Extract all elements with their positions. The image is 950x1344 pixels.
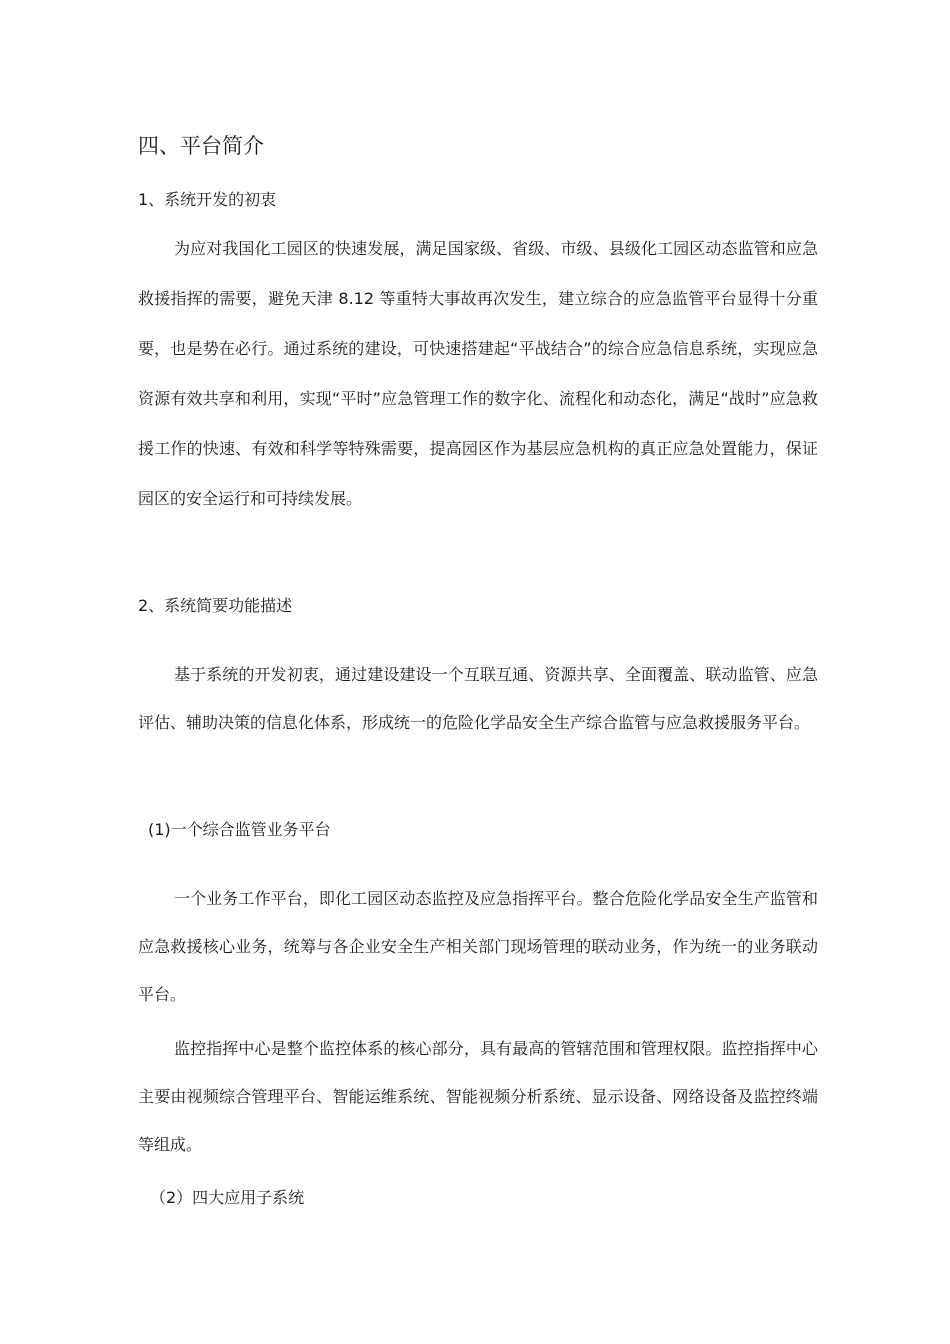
section-2-heading: 2、系统简要功能描述 (138, 596, 293, 615)
item-1-paragraph-2: 监控指挥中心是整个监控体系的核心部分，具有最高的管辖范围和管理权限。监控指挥中心主要由视频综合管理平台、智能运维系统、智能视频分析系统、显示设备、网络设备及监控终端等组成。 (138, 1039, 818, 1154)
item-1-heading: (1)一个综合监管业务平台 (148, 820, 331, 839)
item-2-heading: （2）四大应用子系统 (150, 1188, 305, 1207)
section-1-heading: 1、系统开发的初衷 (138, 190, 277, 209)
section-title: 四、平台简介 (138, 134, 264, 158)
section-1-paragraph: 为应对我国化工园区的快速发展，满足国家级、省级、市级、县级化工园区动态监管和应急救援指挥的需要，避免天津 8.12 等重特大事故再次发生，建立综合的应急监管平台显得十分重要，也是势在必行。通过系统的建设，可快速搭建起“平战结合”的综合应急信息系统，实现应急资源有效共享和利用，实现“平时”应急管理工作的数字化、流程化和动态化，满足“战时”应急救援工作的快速、有效和科学等特殊需要，提高园区作为基层应急机构的真正应急处置能力，保证园区的安全运行和可持续发展。 (138, 239, 818, 508)
section-2-paragraph: 基于系统的开发初衷，通过建设建设一个互联互通、资源共享、全面覆盖、联动监管、应急评估、辅助决策的信息化体系，形成统一的危险化学品安全生产综合监管与应急救援服务平台。 (138, 665, 818, 732)
item-1-paragraph-1: 一个业务工作平台，即化工园区动态监控及应急指挥平台。整合危险化学品安全生产监管和应急救援核心业务，统筹与各企业安全生产相关部门现场管理的联动业务，作为统一的业务联动平台。 (138, 889, 818, 1004)
